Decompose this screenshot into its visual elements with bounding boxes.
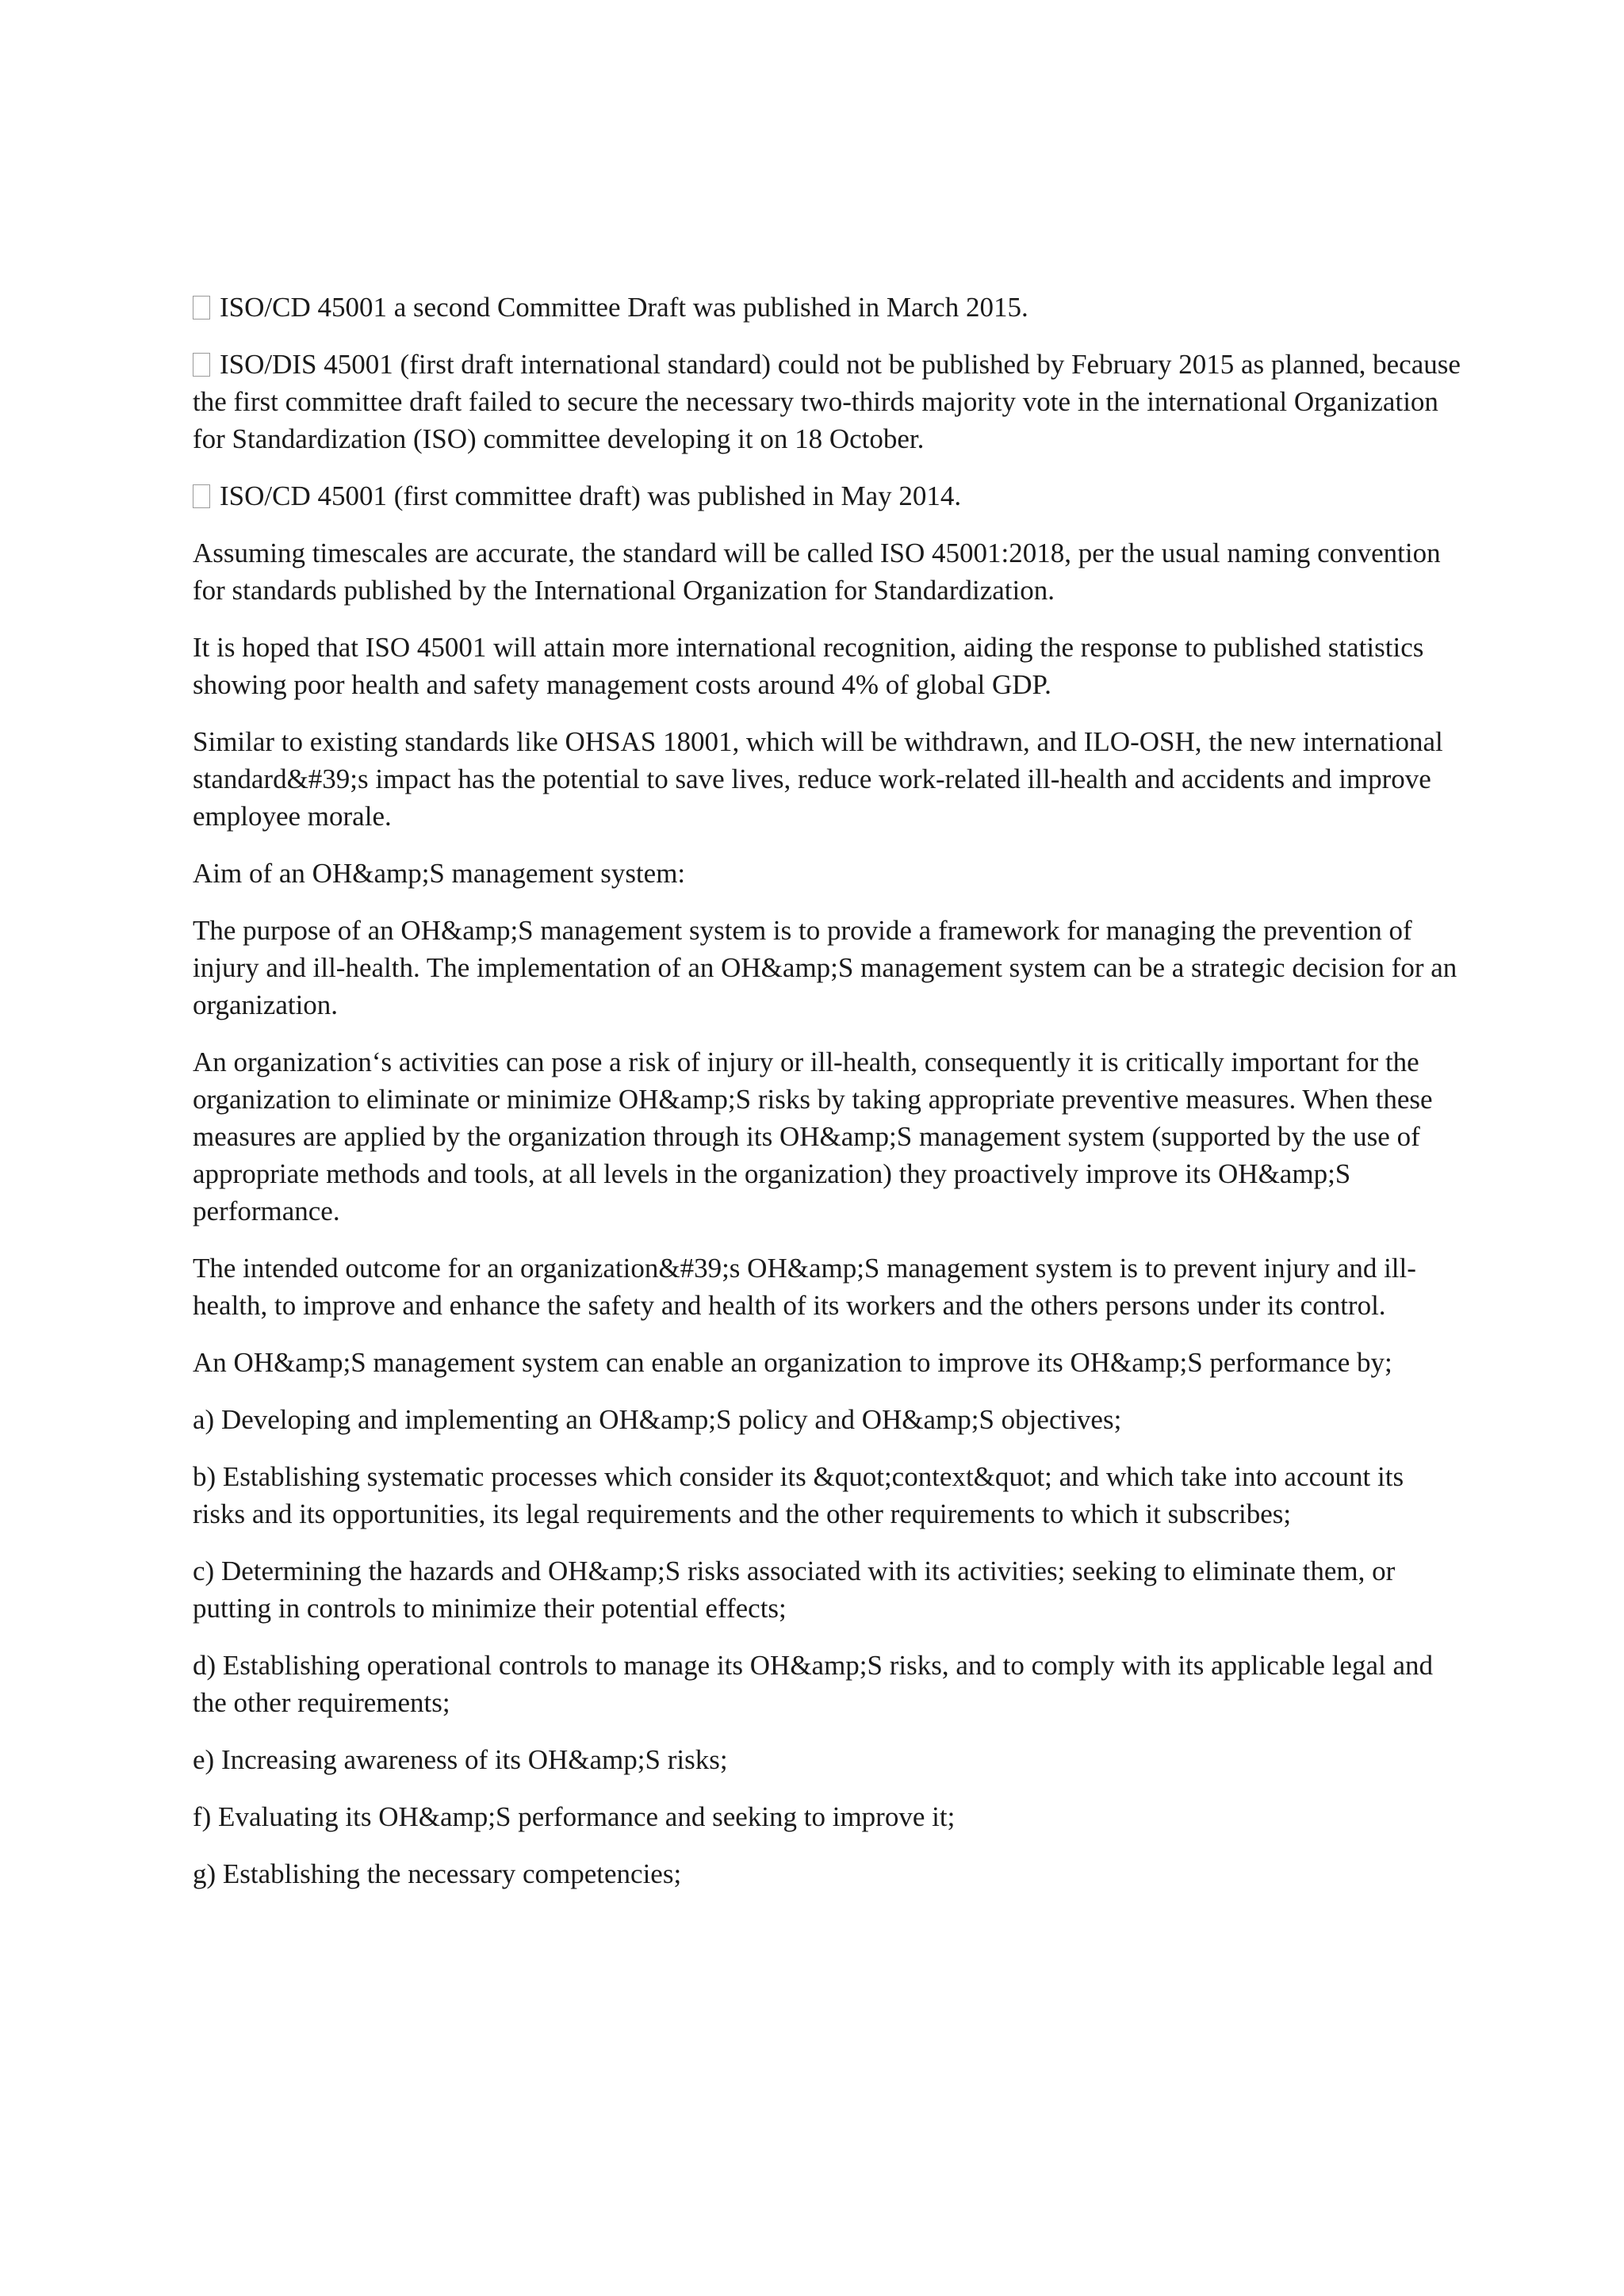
bullet-paragraph <box>193 346 1461 457</box>
paragraph-text: ISO/DIS 45001 (first draft international standard) could not be published by February 2015 as planned, because the first committee draft failed to secure the necessary two-thirds majority vote in the international Organization for Standardization (ISO) committee developing it on 18 October. <box>193 349 1461 454</box>
list-item-a: a) Developing and implementing an OH&amp;S policy and OH&amp;S objectives; <box>193 1404 1122 1435</box>
bullet-paragraph <box>193 289 1461 326</box>
body-paragraph: Assuming timescales are accurate, the standard will be called ISO 45001:2018, per the usual naming convention for standards published by the International Organization for Standardization. <box>193 538 1441 606</box>
body-paragraph: It is hoped that ISO 45001 will attain more international recognition, aiding the response to published statistics showing poor health and safety management costs around 4% of global GDP. <box>193 632 1424 700</box>
list-item-b: b) Establishing systematic processes which consider its &quot;context&quot; and which take into account its risks and its opportunities, its legal requirements and the other requirements to which it subscribes; <box>193 1461 1404 1529</box>
body-paragraph: The purpose of an OH&amp;S management system is to provide a framework for managing the prevention of injury and ill-health. The implementation of an OH&amp;S management system can be a strategic decision for an organization. <box>193 915 1457 1020</box>
missing-glyph-box-icon <box>193 484 210 508</box>
body-paragraph: The intended outcome for an organization&#39;s OH&amp;S management system is to prevent injury and ill-health, to improve and enhance the safety and health of its workers and the others persons under its control. <box>193 1253 1416 1321</box>
list-item-g: g) Establishing the necessary competencies; <box>193 1858 682 1889</box>
missing-glyph-box-icon <box>193 296 210 320</box>
section-heading: Aim of an OH&amp;S management system: <box>193 858 686 889</box>
bullet-paragraph <box>193 477 1461 515</box>
document-body <box>193 289 1461 1912</box>
missing-glyph-box-icon <box>193 353 210 377</box>
paragraph-text: ISO/CD 45001 a second Committee Draft was published in March 2015. <box>220 292 1028 323</box>
list-item-e: e) Increasing awareness of its OH&amp;S risks; <box>193 1744 728 1775</box>
list-item-c: c) Determining the hazards and OH&amp;S risks associated with its activities; seeking to eliminate them, or putting in controls to minimize their potential effects; <box>193 1556 1396 1624</box>
list-item-f: f) Evaluating its OH&amp;S performance and seeking to improve it; <box>193 1801 956 1832</box>
body-paragraph: Similar to existing standards like OHSAS 18001, which will be withdrawn, and ILO-OSH, the new international standard&#39;s impact has the potential to save lives, reduce work-related ill-health and accidents and improve employee morale. <box>193 726 1443 832</box>
body-paragraph: An organization‘s activities can pose a risk of injury or ill-health, consequently it is critically important for the organization to eliminate or minimize OH&amp;S risks by taking appropriate preventive measures. When these measures are applied by the organization through its OH&amp;S management system (supported by the use of appropriate methods and tools, at all levels in the organization) they proactively improve its OH&amp;S performance. <box>193 1047 1433 1226</box>
body-paragraph: An OH&amp;S management system can enable an organization to improve its OH&amp;S performance by; <box>193 1347 1392 1378</box>
list-item-d: d) Establishing operational controls to manage its OH&amp;S risks, and to comply with its applicable legal and the other requirements; <box>193 1650 1434 1718</box>
paragraph-text: ISO/CD 45001 (first committee draft) was published in May 2014. <box>220 480 962 511</box>
